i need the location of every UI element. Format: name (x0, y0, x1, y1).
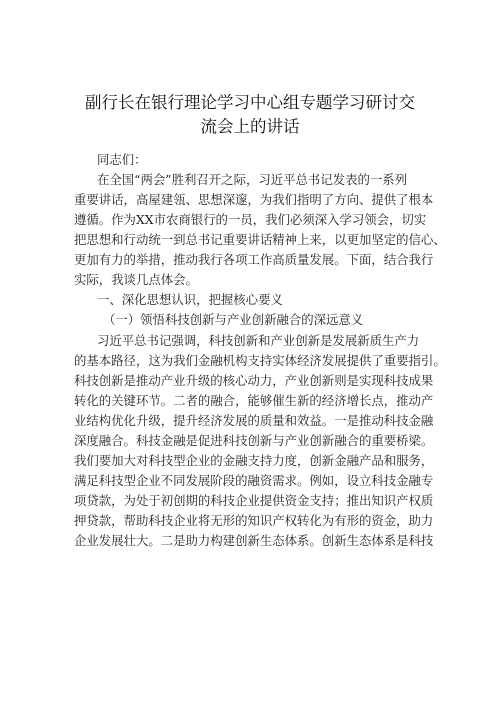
document-title-line-2: 流会上的讲话 (200, 117, 300, 136)
paragraph-line: 转化的关键环节。二者的融合，能够催生新的经济增长点，推动产 (74, 393, 434, 408)
subsection-heading: （一）领悟科技创新与产业创新融合的深远意义 (103, 312, 364, 327)
salutation: 同志们： (97, 152, 147, 167)
paragraph-line: 遵循。作为XX市农商银行的一员，我们必须深入学习领会，切实 (74, 212, 427, 227)
paragraph-line: 满足科技型企业不同发展阶段的融资需求。例如，设立科技金融专 (74, 473, 434, 488)
paragraph-line: 押贷款，帮助科技企业将无形的知识产权转化为有形的资金，助力 (74, 513, 434, 528)
paragraph-line: 深度融合。科技金融是促进科技创新与产业创新融合的重要桥梁。 (74, 433, 434, 448)
paragraph-line: 更加有力的举措，推动我行各项工作高质量发展。下面，结合我行 (74, 252, 434, 267)
paragraph-line: 我们要加大对科技型企业的金融支持力度，创新金融产品和服务， (74, 453, 434, 468)
paragraph-line: 在全国“两会”胜利召开之际，习近平总书记发表的一系列 (97, 172, 408, 187)
paragraph-line: 业结构优化升级，提升经济发展的质量和效益。一是推动科技金融 (74, 413, 434, 428)
paragraph-line: 习近平总书记强调，科技创新和产业创新是发展新质生产力 (97, 333, 420, 348)
section-heading: 一、深化思想认识，把握核心要义 (97, 292, 283, 307)
paragraph-line: 的基本路径，这为我们金融机构支持实体经济发展提供了重要指引。 (74, 353, 446, 368)
paragraph-line: 把思想和行动统一到总书记重要讲话精神上来，以更加坚定的信心、 (74, 232, 446, 247)
document-title-line-1: 副行长在银行理论学习中心组专题学习研讨交 (85, 93, 415, 112)
paragraph-line: 实际，我谈几点体会。 (74, 272, 198, 287)
paragraph-line: 科技创新是推动产业升级的核心动力，产业创新则是实现科技成果 (74, 373, 434, 388)
paragraph-line: 重要讲话，高屋建瓴、思想深邃，为我们指明了方向、提供了根本 (74, 192, 434, 207)
paragraph-line: 企业发展壮大。二是助力构建创新生态体系。创新生态体系是科技 (74, 533, 434, 548)
paragraph-line: 项贷款，为处于初创期的科技企业提供资金支持；推出知识产权质 (74, 493, 434, 508)
